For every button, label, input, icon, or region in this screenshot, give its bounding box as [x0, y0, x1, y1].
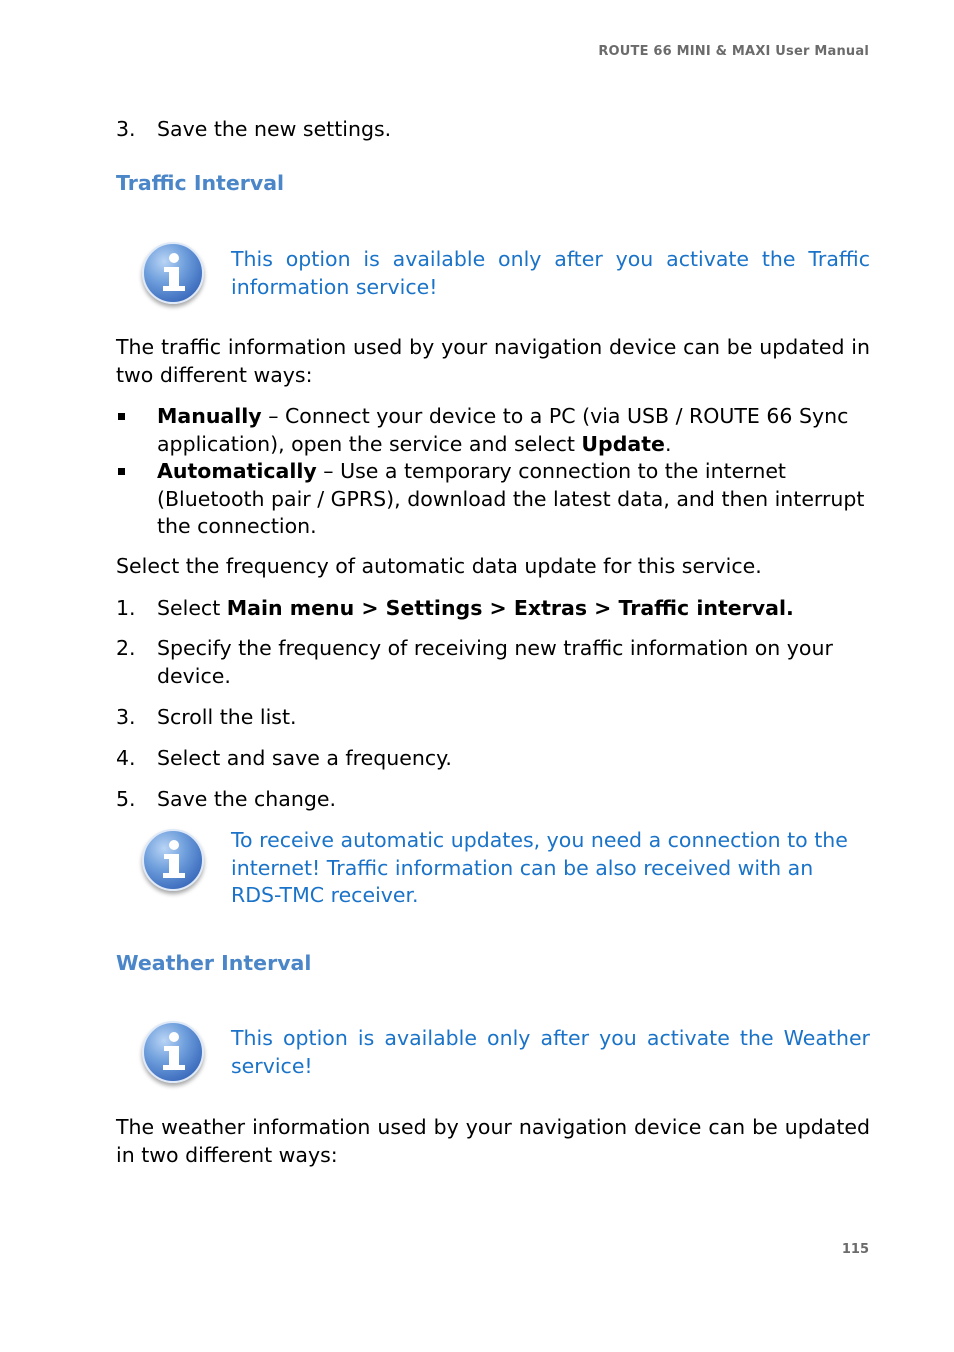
- step-text: Specify the frequency of receiving new traffic information on your device.: [157, 636, 833, 688]
- bullet-marker: [116, 403, 157, 458]
- page-number: 115: [841, 1242, 869, 1257]
- section-heading-traffic: Traffic Interval: [116, 171, 285, 195]
- step-number: 5.: [116, 787, 136, 811]
- bullet-text: – Connect your device to a PC (via USB / ROUTE 66 Sync application), open the service and select: [157, 404, 849, 456]
- info-icon: [142, 242, 204, 304]
- step-item: [116, 704, 870, 732]
- step-item: [116, 635, 870, 690]
- note-automatic-updates: [116, 827, 870, 910]
- bullet-text-end: .: [664, 431, 672, 456]
- info-icon: [142, 1021, 204, 1083]
- step-text: Save the change.: [157, 787, 336, 811]
- step-text: Scroll the list.: [157, 705, 297, 729]
- note-traffic-availability: [116, 246, 870, 301]
- step-number: 3.: [116, 117, 136, 141]
- bullet-label: Automatically: [157, 459, 317, 483]
- step-text: Select and save a frequency.: [157, 746, 452, 770]
- select-frequency-text: Select the frequency of automatic data update for this service.: [116, 554, 762, 578]
- bullet-text: – Use a temporary connection to the internet (Bluetooth pair / GPRS), download the latest data, and then interrupt the connection.: [157, 459, 865, 538]
- weather-intro: The weather information used by your navigation device can be updated in two different ways:: [116, 1115, 870, 1167]
- info-icon: [142, 829, 204, 891]
- section-heading-weather: Weather Interval: [116, 951, 312, 975]
- menu-path: Main menu > Settings > Extras > Traffic interval.: [226, 596, 794, 620]
- update-methods-list: [116, 403, 870, 541]
- step-number: 3.: [116, 705, 136, 729]
- list-item: [116, 403, 870, 458]
- step-item: [116, 745, 870, 773]
- note-text: To receive automatic updates, you need a connection to the internet! Traffic information can be also received with an RDS-TMC receiver.: [231, 828, 848, 907]
- step-item: [116, 595, 870, 623]
- bullet-label: Manually: [157, 404, 262, 428]
- bullet-marker: [116, 458, 157, 541]
- step-text: Save the new settings.: [157, 117, 392, 141]
- step-text: Select: [157, 596, 227, 620]
- step-save-settings: [116, 116, 870, 144]
- step-item: [116, 786, 870, 814]
- step-number: 2.: [116, 636, 136, 660]
- list-item: [116, 458, 870, 541]
- step-number: 1.: [116, 596, 136, 620]
- running-header: ROUTE 66 MINI & MAXI User Manual: [598, 44, 869, 59]
- bullet-emphasis: Update: [581, 431, 665, 456]
- traffic-intro: The traffic information used by your navigation device can be updated in two different ways:: [116, 335, 870, 387]
- note-text: This option is available only after you activate the Weather service!: [231, 1026, 870, 1078]
- note-weather-availability: [116, 1025, 870, 1080]
- step-number: 4.: [116, 746, 136, 770]
- note-text: This option is available only after you activate the Traffic information service!: [231, 247, 870, 299]
